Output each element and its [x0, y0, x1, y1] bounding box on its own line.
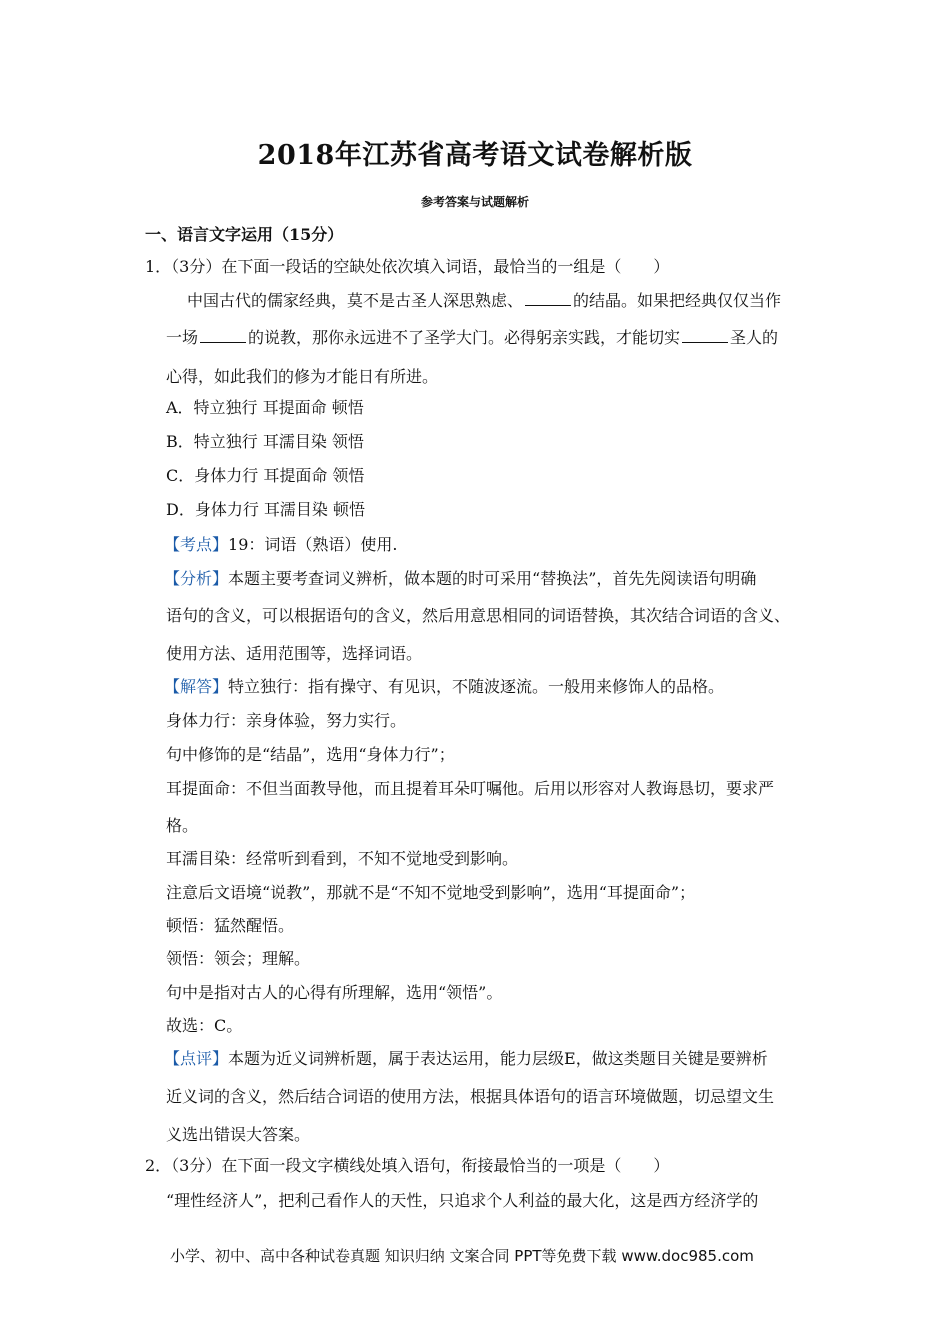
passage-text: 中国古代的儒家经典，莫不是古圣人深思熟虑、 — [187, 291, 524, 310]
fenxi-line-2: 语句的含义，可以根据语句的含义，然后用意思相同的词语替换，其次结合词语的含义、 — [166, 606, 791, 625]
jieda-line-1 — [164, 676, 724, 698]
page-title: 2018年江苏省高考语文试卷解析版 — [257, 140, 693, 171]
jieda-line-6: 耳濡目染：经常听到看到，不知不觉地受到影响。 — [166, 849, 519, 868]
jieda-line-10: 句中是指对古人的心得有所理解，选用“领悟”。 — [166, 983, 503, 1002]
passage-text: 的说教，那你永远进不了圣学大门。必得躬亲实践，才能切实 — [248, 328, 681, 347]
jieda-line-11: 故选：C。 — [166, 1016, 243, 1035]
dianping-line-1 — [164, 1048, 768, 1070]
jieda-line-7: 注意后文语境“说教”，那就不是“不知不觉地受到影响”，选用“耳提面命”； — [166, 883, 696, 902]
fenxi-text: 本题主要考查词义辨析，做本题的时可采用“替换法”，首先先阅读语句明确 — [228, 569, 757, 588]
fenxi-line-3: 使用方法、适用范围等，选择词语。 — [166, 644, 423, 663]
dianping-text: 本题为近义词辨析题，属于表达运用，能力层级E，做这类题目关键是要辨析 — [228, 1049, 768, 1068]
option-a: A．特立独行 耳提面命 顿悟 — [166, 398, 364, 417]
jieda-line-8: 顿悟：猛然醒悟。 — [166, 916, 295, 935]
fenxi-tag: 【分析】 — [164, 569, 229, 588]
passage-text: 的结晶。如果把经典仅仅当作 — [573, 291, 782, 310]
jieda-tag: 【解答】 — [164, 677, 229, 696]
fill-blank — [200, 328, 246, 343]
passage-text: 圣人的 — [730, 328, 779, 347]
question-1-stem: 1．（3分）在下面一段话的空缺处依次填入词语，最恰当的一组是（ ） — [145, 257, 670, 276]
option-c: C．身体力行 耳提面命 领悟 — [166, 466, 365, 485]
kaodian-text: 19：词语（熟语）使用. — [228, 535, 398, 554]
jieda-line-2: 身体力行：亲身体验，努力实行。 — [166, 711, 407, 730]
kaodian-line — [164, 534, 397, 556]
jieda-text: 特立独行：指有操守、有见识，不随波逐流。一般用来修饰人的品格。 — [228, 677, 725, 696]
question-1-passage-line-3: 心得，如此我们的修为才能日有所进。 — [166, 367, 439, 386]
jieda-line-3: 句中修饰的是“结晶”，选用“身体力行”； — [166, 745, 455, 764]
dianping-tag: 【点评】 — [164, 1049, 229, 1068]
jieda-line-9: 领悟：领会；理解。 — [166, 949, 311, 968]
page-footer: 小学、初中、高中各种试卷真题 知识归纳 文案合同 PPT等免费下载 www.doc985.com — [170, 1247, 754, 1265]
question-2-stem: 2．（3分）在下面一段文字横线处填入语句，衔接最恰当的一项是（ ） — [145, 1156, 670, 1175]
question-1-passage-line-1 — [187, 290, 781, 312]
question-1-passage-line-2 — [166, 327, 778, 349]
kaodian-tag: 【考点】 — [164, 535, 229, 554]
fill-blank — [682, 328, 728, 343]
passage-text: 一场 — [166, 328, 199, 347]
jieda-line-4: 耳提面命：不但当面教导他，而且提着耳朵叮嘱他。后用以形容对人教诲恳切，要求严 — [166, 779, 775, 798]
option-d: D．身体力行 耳濡目染 顿悟 — [166, 500, 366, 519]
question-2-passage-line-1: “理性经济人”，把利己看作人的天性，只追求个人利益的最大化，这是西方经济学的 — [166, 1191, 759, 1210]
dianping-line-3: 义选出错误大答案。 — [166, 1125, 311, 1144]
section-heading: 一、语言文字运用（15分） — [145, 225, 344, 244]
option-b: B．特立独行 耳濡目染 领悟 — [166, 432, 364, 451]
fill-blank — [525, 291, 571, 306]
jieda-line-5: 格。 — [166, 816, 199, 835]
fenxi-line-1 — [164, 568, 756, 590]
dianping-line-2: 近义词的含义，然后结合词语的使用方法，根据具体语句的语言环境做题，切忌望文生 — [166, 1087, 775, 1106]
page-subtitle: 参考答案与试题解析 — [420, 195, 529, 209]
